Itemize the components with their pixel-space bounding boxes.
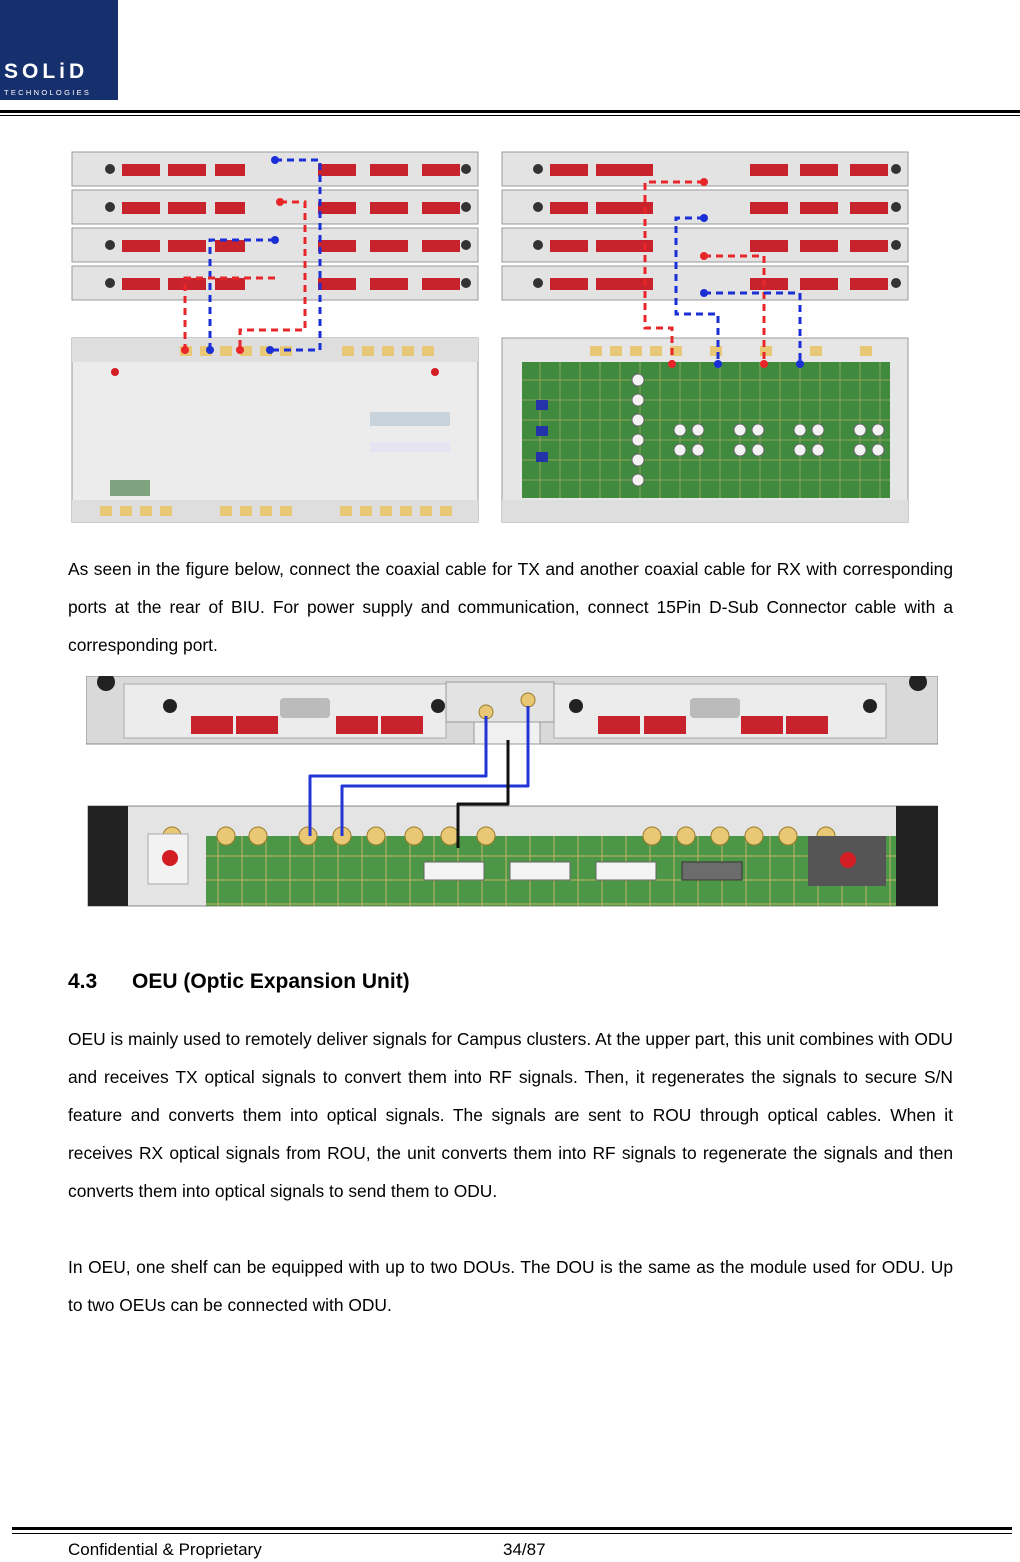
right-biu-rear	[502, 338, 908, 522]
logo-wordmark: SOLiD	[4, 60, 89, 83]
right-shelf-stack	[502, 152, 908, 300]
section-title: OEU (Optic Expansion Unit)	[132, 970, 410, 993]
section-paragraph-1: OEU is mainly used to remotely deliver signals for Campus clusters. At the upper part, this unit combines with ODU and receives TX optical signals to convert them into RF signals. Then, it regenerates the signals to secure S/N feature and converts them into optical signals. The signals are sent to ROU through optical cables. When it receives RX optical signals from ROU, the unit converts them into RF signals to regenerate the signals and then converts them into optical signals to send them to ODU.	[68, 1029, 953, 1201]
section-heading	[68, 970, 410, 994]
rack-connection-figure	[70, 150, 912, 525]
header-rule	[0, 110, 1020, 113]
footer-confidential: Confidential & Proprietary	[68, 1540, 262, 1559]
footer-rule-thin	[12, 1533, 1012, 1534]
intro-paragraph: As seen in the figure below, connect the coaxial cable for TX and another coaxial cable for RX with corresponding ports at the rear of BIU. For power supply and communication, connect 15Pin D-Sub Connector cable with a corresponding port.	[68, 559, 953, 655]
logo-subtitle: TECHNOLOGIES	[4, 88, 92, 97]
left-biu-unit	[72, 338, 478, 522]
footer-rule	[12, 1527, 1012, 1530]
company-logo	[0, 0, 118, 100]
section-number: 4.3	[68, 970, 98, 993]
upper-shelf	[86, 676, 938, 744]
biu-connection-figure	[86, 676, 938, 908]
page-number: 34/87	[503, 1540, 546, 1559]
section-paragraph-2: In OEU, one shelf can be equipped with up to two DOUs. The DOU is the same as the module used for ODU. Up to two OEUs can be connected with ODU.	[68, 1257, 953, 1315]
header-rule-thin	[0, 115, 1020, 116]
lower-biu-unit	[88, 806, 938, 906]
